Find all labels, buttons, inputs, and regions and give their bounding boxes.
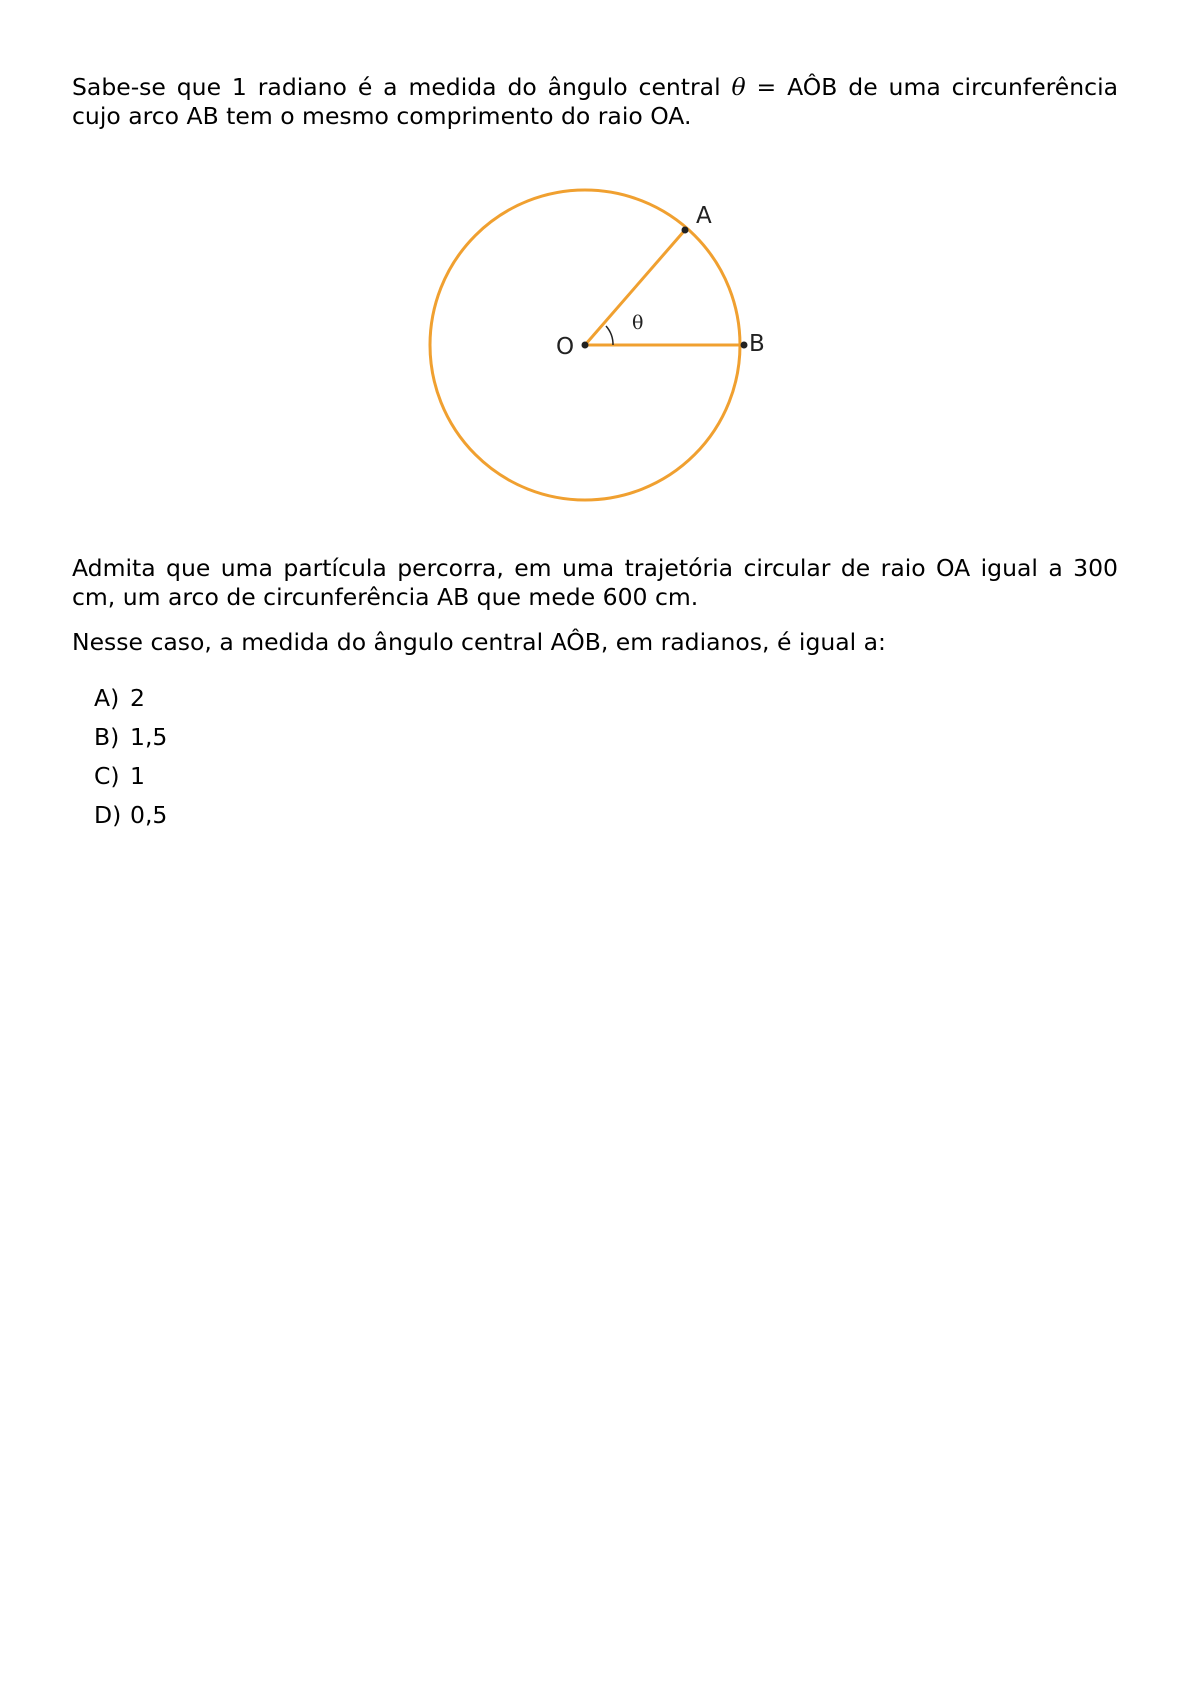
option-letter: D) bbox=[94, 801, 122, 829]
point-a bbox=[682, 227, 689, 234]
option-b[interactable] bbox=[94, 723, 167, 762]
intro-text-end: = AÔB de uma circunferência cujo arco AB tem o mesmo comprimento do raio OA. bbox=[72, 73, 1118, 130]
problem-statement: Admita que uma partícula percorra, em uma trajetória circular de raio OA igual a 300 cm, um arco de circunferência AB que mede 600 cm. bbox=[72, 554, 1118, 611]
angle-arc bbox=[606, 326, 613, 345]
intro-text-start: Sabe-se que 1 radiano é a medida do ângulo central bbox=[72, 73, 732, 101]
label-b: B bbox=[749, 331, 765, 357]
option-letter: C) bbox=[94, 762, 120, 790]
circle-figure bbox=[425, 185, 765, 515]
option-value: 2 bbox=[130, 684, 145, 712]
option-letter: A) bbox=[94, 684, 120, 712]
label-a: A bbox=[696, 203, 712, 229]
option-letter: B) bbox=[94, 723, 120, 751]
option-a[interactable] bbox=[94, 684, 167, 723]
option-value: 1 bbox=[130, 762, 145, 790]
option-value: 1,5 bbox=[130, 723, 168, 751]
point-b bbox=[741, 342, 748, 349]
problem-question: Nesse caso, a medida do ângulo central AÔB, em radianos, é igual a: bbox=[72, 628, 886, 656]
point-o bbox=[582, 342, 589, 349]
theta-symbol: θ bbox=[731, 73, 746, 101]
label-theta: θ bbox=[632, 312, 644, 334]
intro-paragraph bbox=[72, 73, 1118, 131]
option-value: 0,5 bbox=[130, 801, 168, 829]
option-d[interactable] bbox=[94, 801, 167, 840]
option-c[interactable] bbox=[94, 762, 167, 801]
label-o: O bbox=[556, 334, 575, 360]
answer-options bbox=[94, 684, 167, 840]
